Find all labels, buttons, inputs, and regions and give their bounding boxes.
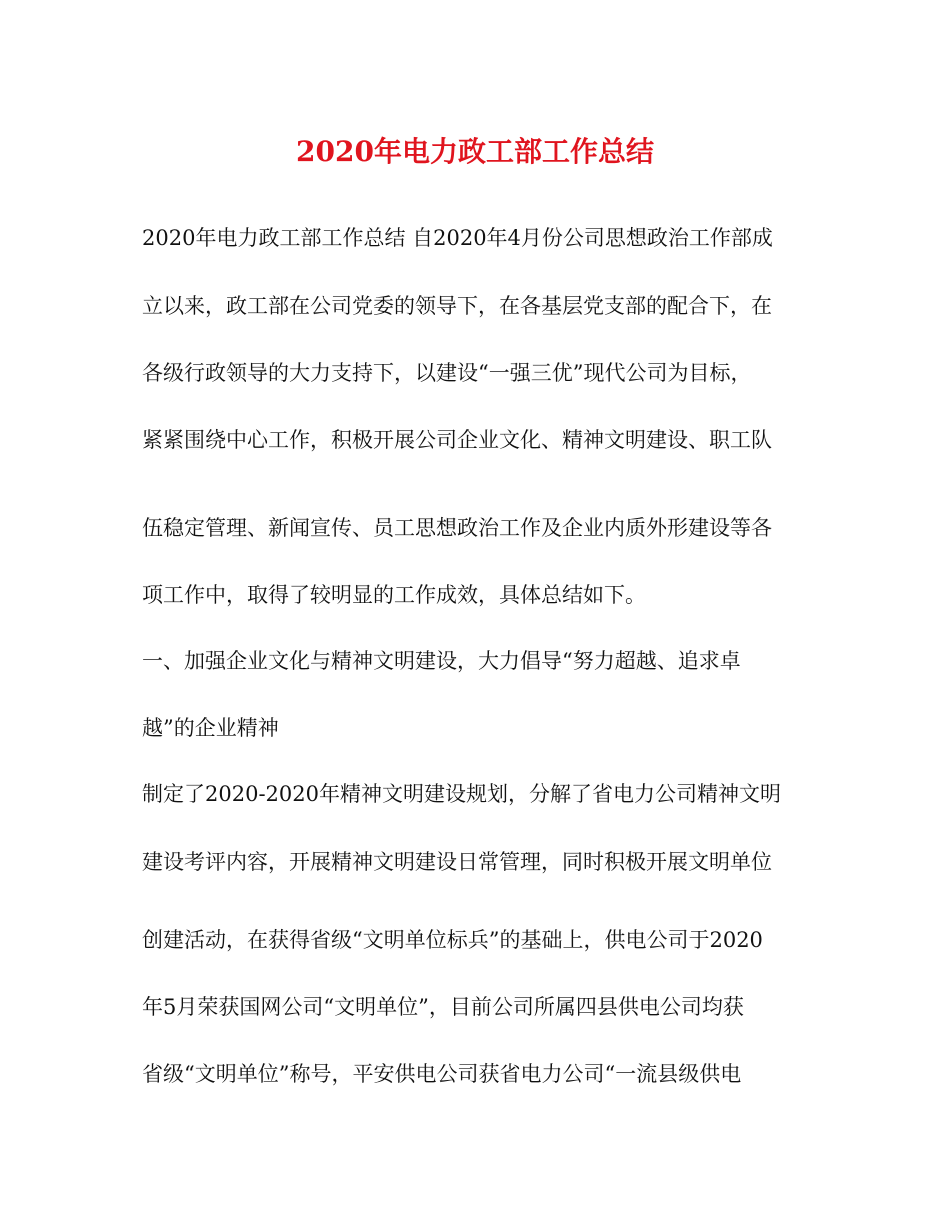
body-line-1: 2020年电力政工部工作总结 自2020年4月份公司思想政治工作部成 xyxy=(142,226,773,250)
body-line-3: 各级行政领导的大力支持下，以建设“一强三优”现代公司为目标， xyxy=(142,361,752,385)
body-line-11: 省级“文明单位”称号，平安供电公司获省电力公司“一流县级供电 xyxy=(142,1062,742,1086)
body-line-2: 立以来，政工部在公司党委的领导下，在各基层党支部的配合下，在 xyxy=(142,294,772,318)
body-line-5: 伍稳定管理、新闻宣传、员工思想政治工作及企业内质外形建设等各 xyxy=(142,516,772,540)
document-title: 2020年电力政工部工作总结 xyxy=(296,135,654,168)
body-line-8: 建设考评内容，开展精神文明建设日常管理，同时积极开展文明单位 xyxy=(142,850,772,874)
section-heading-line-2: 越”的企业精神 xyxy=(142,716,279,740)
body-line-4: 紧紧围绕中心工作，积极开展公司企业文化、精神文明建设、职工队 xyxy=(142,428,772,452)
section-heading-line-1: 一、加强企业文化与精神文明建设，大力倡导“努力超越、追求卓 xyxy=(142,649,741,673)
body-line-9: 创建活动，在获得省级“文明单位标兵”的基础上，供电公司于2020 xyxy=(142,928,763,952)
body-line-6: 项工作中，取得了较明显的工作成效，具体总结如下。 xyxy=(142,583,646,607)
body-line-7: 制定了2020-2020年精神文明建设规划，分解了省电力公司精神文明 xyxy=(142,782,781,806)
body-line-10: 年5月荣获国网公司“文明单位”，目前公司所属四县供电公司均获 xyxy=(142,995,744,1019)
